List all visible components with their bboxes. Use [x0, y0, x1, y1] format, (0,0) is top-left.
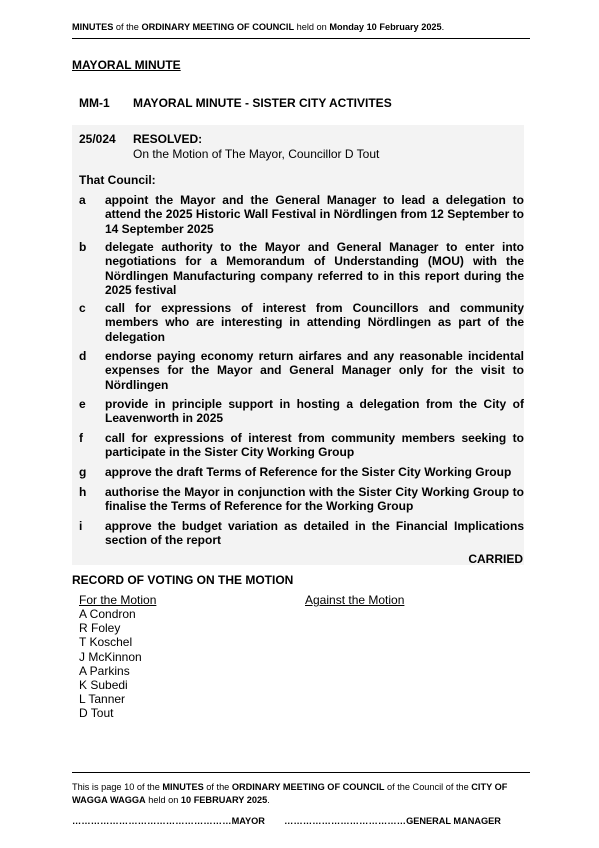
resolution-heading: RESOLVED: — [133, 132, 203, 146]
item-text: endorse paying economy return airfares and any reasonable incidental expenses for the Mayor and General Manager only for the visit to Nördlingen — [105, 349, 524, 392]
resolution-intro: That Council: — [79, 173, 156, 187]
signature-line — [72, 816, 530, 826]
voter-name: D Tout — [79, 706, 114, 721]
item-text: provide in principle support in hosting a delegation from the City of Leavenworth in 2025 — [105, 397, 524, 426]
item-text: appoint the Mayor and the General Manager to lead a delegation to attend the 2025 Historic Wall Festival in Nördlingen from 12 September to 14 September 2025 — [105, 193, 524, 236]
resolution-motion: On the Motion of The Mayor, Councillor D Tout — [133, 147, 380, 161]
item-letter: a — [79, 193, 86, 207]
footer-heldon: held on — [145, 794, 181, 805]
item-text: call for expressions of interest from community members seeking to participate in the Sister City Working Group — [105, 431, 524, 460]
footer-of: of the — [203, 782, 232, 792]
item-letter: d — [79, 349, 87, 363]
resolution-item-a — [79, 193, 524, 236]
footer-city: CITY OF WAGGA WAGGA — [72, 782, 508, 805]
voter-name: A Parkins — [79, 663, 130, 678]
minute-title: MAYORAL MINUTE - SISTER CITY ACTIVITES — [133, 96, 392, 110]
voter-name: R Foley — [79, 621, 121, 636]
resolution-item-i — [79, 519, 524, 548]
voter-name: K Subedi — [79, 678, 128, 693]
voter-name: A Condron — [79, 607, 136, 621]
header-heldon: held on — [294, 22, 330, 32]
against-motion-label: Against the Motion — [305, 593, 405, 607]
item-letter: h — [79, 485, 87, 499]
resolution-number: 25/024 — [79, 132, 116, 146]
voter-name: T Koschel — [79, 635, 133, 650]
header-minutes: MINUTES — [72, 22, 114, 32]
resolution-item-h — [79, 485, 524, 514]
resolution-item-c — [79, 301, 524, 344]
resolution-item-g — [79, 465, 524, 479]
voter-name: J McKinnon — [79, 649, 142, 664]
section-title: MAYORAL MINUTE — [72, 58, 181, 72]
item-letter: b — [79, 240, 87, 254]
header-rule — [72, 38, 530, 39]
resolution-item-e — [79, 397, 524, 426]
footer-page: This is page 10 of the — [72, 782, 163, 792]
item-letter: i — [79, 519, 83, 533]
for-motion-list — [79, 607, 142, 721]
footer-minutes: MINUTES — [162, 782, 204, 792]
resolution-item-b — [79, 240, 524, 298]
for-motion-label: For the Motion — [79, 593, 157, 607]
item-text: call for expressions of interest from Councillors and community members who are interesting in attending Nördlingen as part of the delegation — [105, 301, 524, 344]
voter-name: L Tanner — [79, 692, 126, 707]
page-header — [72, 22, 530, 32]
footer-meeting: ORDINARY MEETING OF COUNCIL — [231, 782, 385, 792]
header-date: Monday 10 February 2025 — [329, 22, 442, 32]
item-text: authorise the Mayor in conjunction with the Sister City Working Group to finalise the Terms of Reference for the Working Group — [105, 485, 524, 514]
header-of: of the — [113, 22, 142, 32]
item-letter: g — [79, 465, 87, 479]
item-letter: e — [79, 397, 86, 411]
resolution-item-d — [79, 349, 524, 392]
page-footer — [72, 781, 530, 806]
gm-signature-label: GENERAL MANAGER — [406, 816, 501, 826]
header-period: . — [441, 22, 445, 32]
item-text: approve the budget variation as detailed in the Financial Implications section of the report — [105, 519, 524, 548]
footer-date: 10 FEBRUARY 2025 — [180, 794, 268, 805]
footer-period: . — [267, 794, 270, 805]
mayor-signature-label: MAYOR — [231, 816, 265, 826]
mayor-signature-dots: …………………………………………… — [72, 816, 232, 826]
header-meeting: ORDINARY MEETING OF COUNCIL — [141, 22, 295, 32]
item-letter: c — [79, 301, 86, 315]
item-text: approve the draft Terms of Reference for the Sister City Working Group — [105, 465, 512, 479]
resolution-outcome: CARRIED — [468, 552, 523, 566]
item-text: delegate authority to the Mayor and General Manager to enter into negotiations for a Memorandum of Understanding (MOU) with the Nördlingen Manufacturing company referred to in this report during the 2025 festival — [105, 240, 524, 298]
gm-signature-dots: ………………………………… — [284, 816, 407, 826]
footer-rule — [72, 772, 530, 773]
resolution-item-f — [79, 431, 524, 460]
footer-council: of the Council of the — [384, 782, 472, 792]
minute-code: MM-1 — [79, 96, 110, 110]
item-letter: f — [79, 431, 83, 445]
voting-title: RECORD OF VOTING ON THE MOTION — [72, 573, 294, 587]
